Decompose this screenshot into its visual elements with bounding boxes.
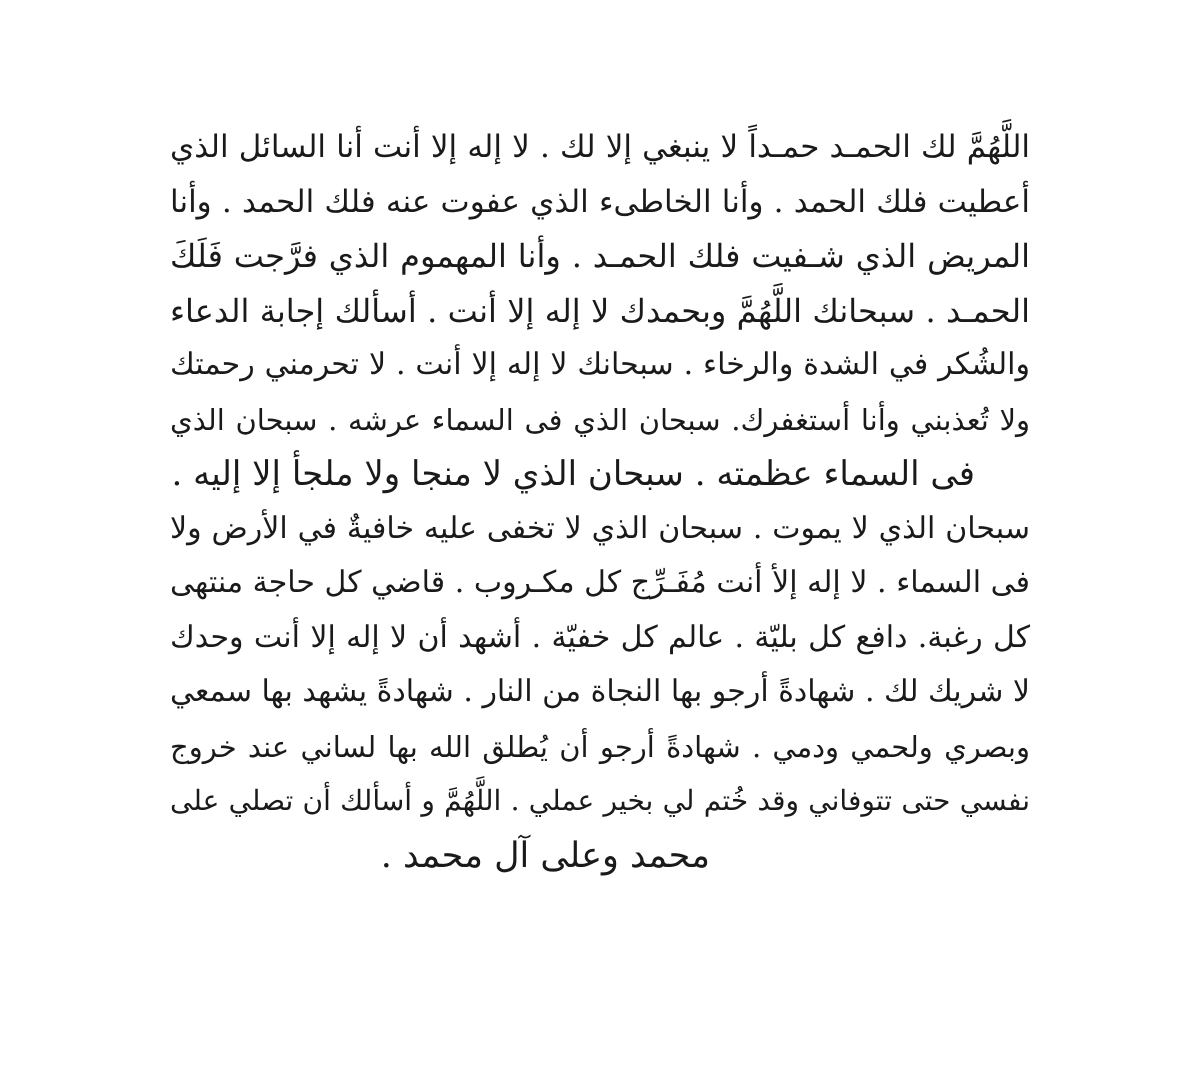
text-line-12: وبصري ولحمي ودمي . شهادةً أرجو أن يُطلق الله بها لساني عند خروج xyxy=(170,729,1030,764)
text-line-9: فى السماء . لا إله إلأ أنت مُفَـرِّج كل مكـروب . قاضي كل حاجة منتهى xyxy=(170,565,1030,600)
text-line-10: كل رغبة. دافع كل بليّة . عالم كل خفيّة . أشهد أن لا إله إلا أنت وحدك xyxy=(170,619,1030,655)
text-line-11: لا شريك لك . شهادةً أرجو بها النجاة من النار . شهادةً يشهد بها سمعي xyxy=(170,674,1030,709)
prayer-text xyxy=(170,120,1030,883)
text-line-3: المريض الذي شـفيت فلك الحمـد . وأنا المهموم الذي فرَّجت فَلَكَ xyxy=(170,237,1030,275)
text-line-13: نفسي حتى تتوفاني وقد خُتم لي بخير عملي . اللَّهُمَّ و أسألك أن تصلي على xyxy=(170,784,1030,817)
text-line-8: سبحان الذي لا يموت . سبحان الذي لا تخفى عليه خافيةٌ في الأرض ولا xyxy=(170,510,1030,546)
text-line-14: محمد وعلى آل محمد . xyxy=(380,835,710,876)
text-line-2: أعطيت فلك الحمد . وأنا الخاطىء الذي عفوت عنه فلك الحمد . وأنا xyxy=(170,183,1030,220)
text-line-7: فى السماء عظمته . سبحان الذي لا منجا ولا ملجأ إلا إليه . xyxy=(171,454,975,494)
text-line-4: الحمـد . سبحانك اللَّهُمَّ وبحمدك لا إله إلا أنت . أسألك إجابة الدعاء xyxy=(170,291,1030,330)
text-line-1: اللَّهُمَّ لك الحمـد حمـداً لا ينبغي إلا لك . لا إله إلا أنت أنا السائل الذي xyxy=(170,129,1030,165)
text-line-6: ولا تُعذبني وأنا أستغفرك. سبحان الذي فى السماء عرشه . سبحان الذي xyxy=(170,402,1030,437)
text-line-5: والشُكر في الشدة والرخاء . سبحانك لا إله إلا أنت . لا تحرمني رحمتك xyxy=(170,347,1030,382)
